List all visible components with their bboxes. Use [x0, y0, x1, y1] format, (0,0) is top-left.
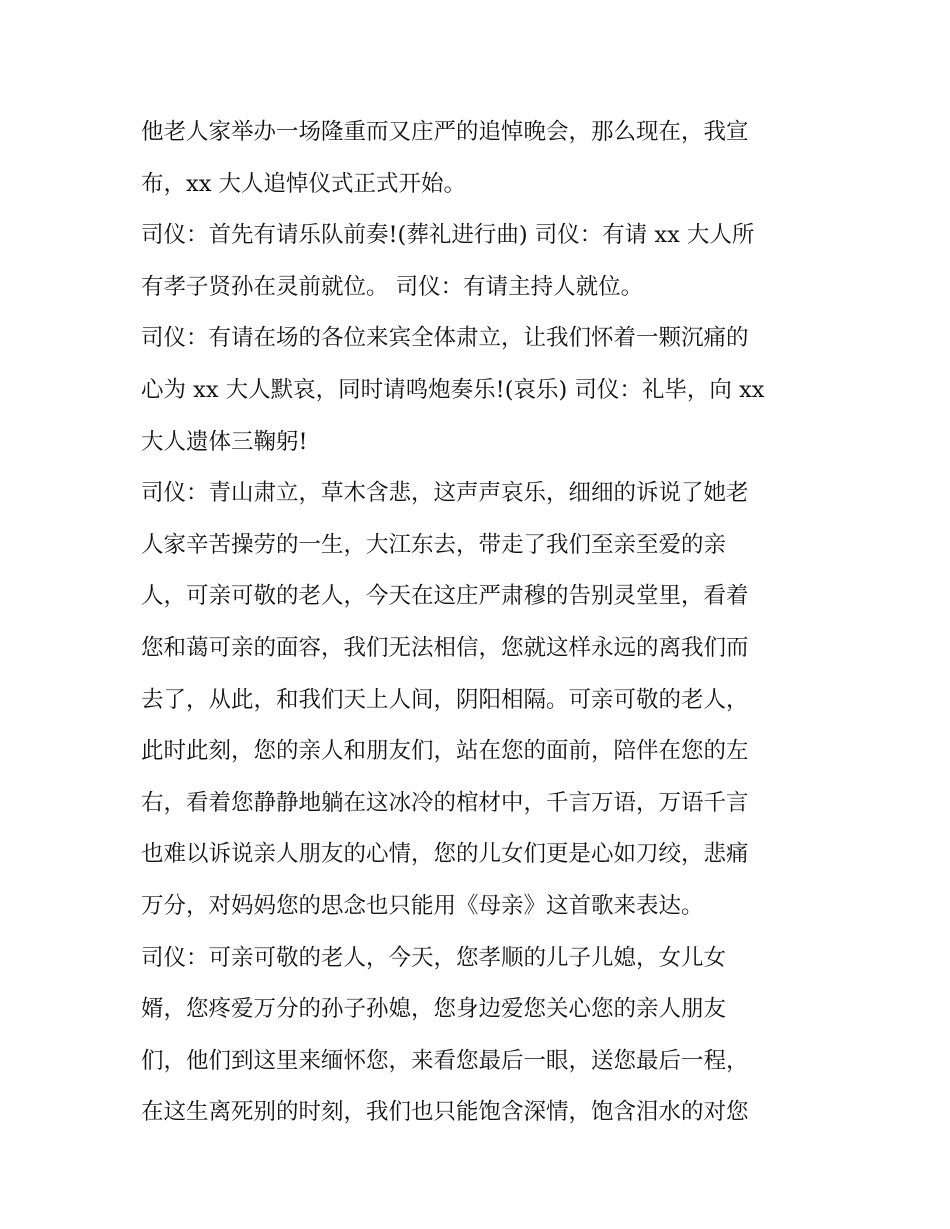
text-line: 万分，对妈妈您的思念也只能用《母亲》这首歌来表达。	[141, 892, 704, 919]
text-line: 心为 xx 大人默哀，同时请鸣炮奏乐!(哀乐) 司仪：礼毕，向 xx	[141, 376, 765, 403]
text-line: 大人遗体三鞠躬!	[141, 428, 308, 455]
text-line: 此时此刻，您的亲人和朋友们，站在您的面前，陪伴在您的左	[141, 738, 749, 765]
text-line: 有孝子贤孙在灵前就位。 司仪：有请主持人就位。	[141, 273, 644, 300]
text-line: 布，xx 大人追悼仪式正式开始。	[141, 170, 467, 197]
text-line: 人，可亲可敬的老人，今天在这庄严肃穆的告别灵堂里，看着	[141, 583, 749, 610]
text-line: 右，看着您静静地躺在这冰冷的棺材中，千言万语，万语千言	[141, 789, 749, 816]
text-line: 司仪：有请在场的各位来宾全体肃立，让我们怀着一颗沉痛的	[141, 325, 749, 352]
text-line: 也难以诉说亲人朋友的心情，您的儿女们更是心如刀绞，悲痛	[141, 841, 749, 868]
text-line: 去了，从此，和我们天上人间，阴阳相隔。可亲可敬的老人，	[141, 686, 749, 713]
text-line: 他老人家举办一场隆重而又庄严的追悼晚会，那么现在，我宣	[141, 119, 749, 145]
text-line: 司仪：可亲可敬的老人，今天，您孝顺的儿子儿媳，女儿女	[141, 944, 727, 971]
document-body	[141, 107, 821, 1139]
text-line: 人家辛苦操劳的一生，大江东去，带走了我们至亲至爱的亲	[141, 531, 727, 558]
text-line: 司仪：首先有请乐队前奏!(葬礼进行曲) 司仪：有请 xx 大人所	[141, 222, 755, 249]
text-line: 司仪：青山肃立，草木含悲，这声声哀乐，细细的诉说了她老	[141, 480, 749, 507]
text-line: 婿，您疼爱万分的孙子孙媳，您身边爱您关心您的亲人朋友	[141, 996, 727, 1023]
text-line: 在这生离死别的时刻，我们也只能饱含深情，饱含泪水的对您	[141, 1099, 749, 1126]
text-line: 您和蔼可亲的面容，我们无法相信，您就这样永远的离我们而	[141, 634, 749, 661]
text-line: 们，他们到这里来缅怀您，来看您最后一眼，送您最后一程，	[141, 1047, 749, 1074]
